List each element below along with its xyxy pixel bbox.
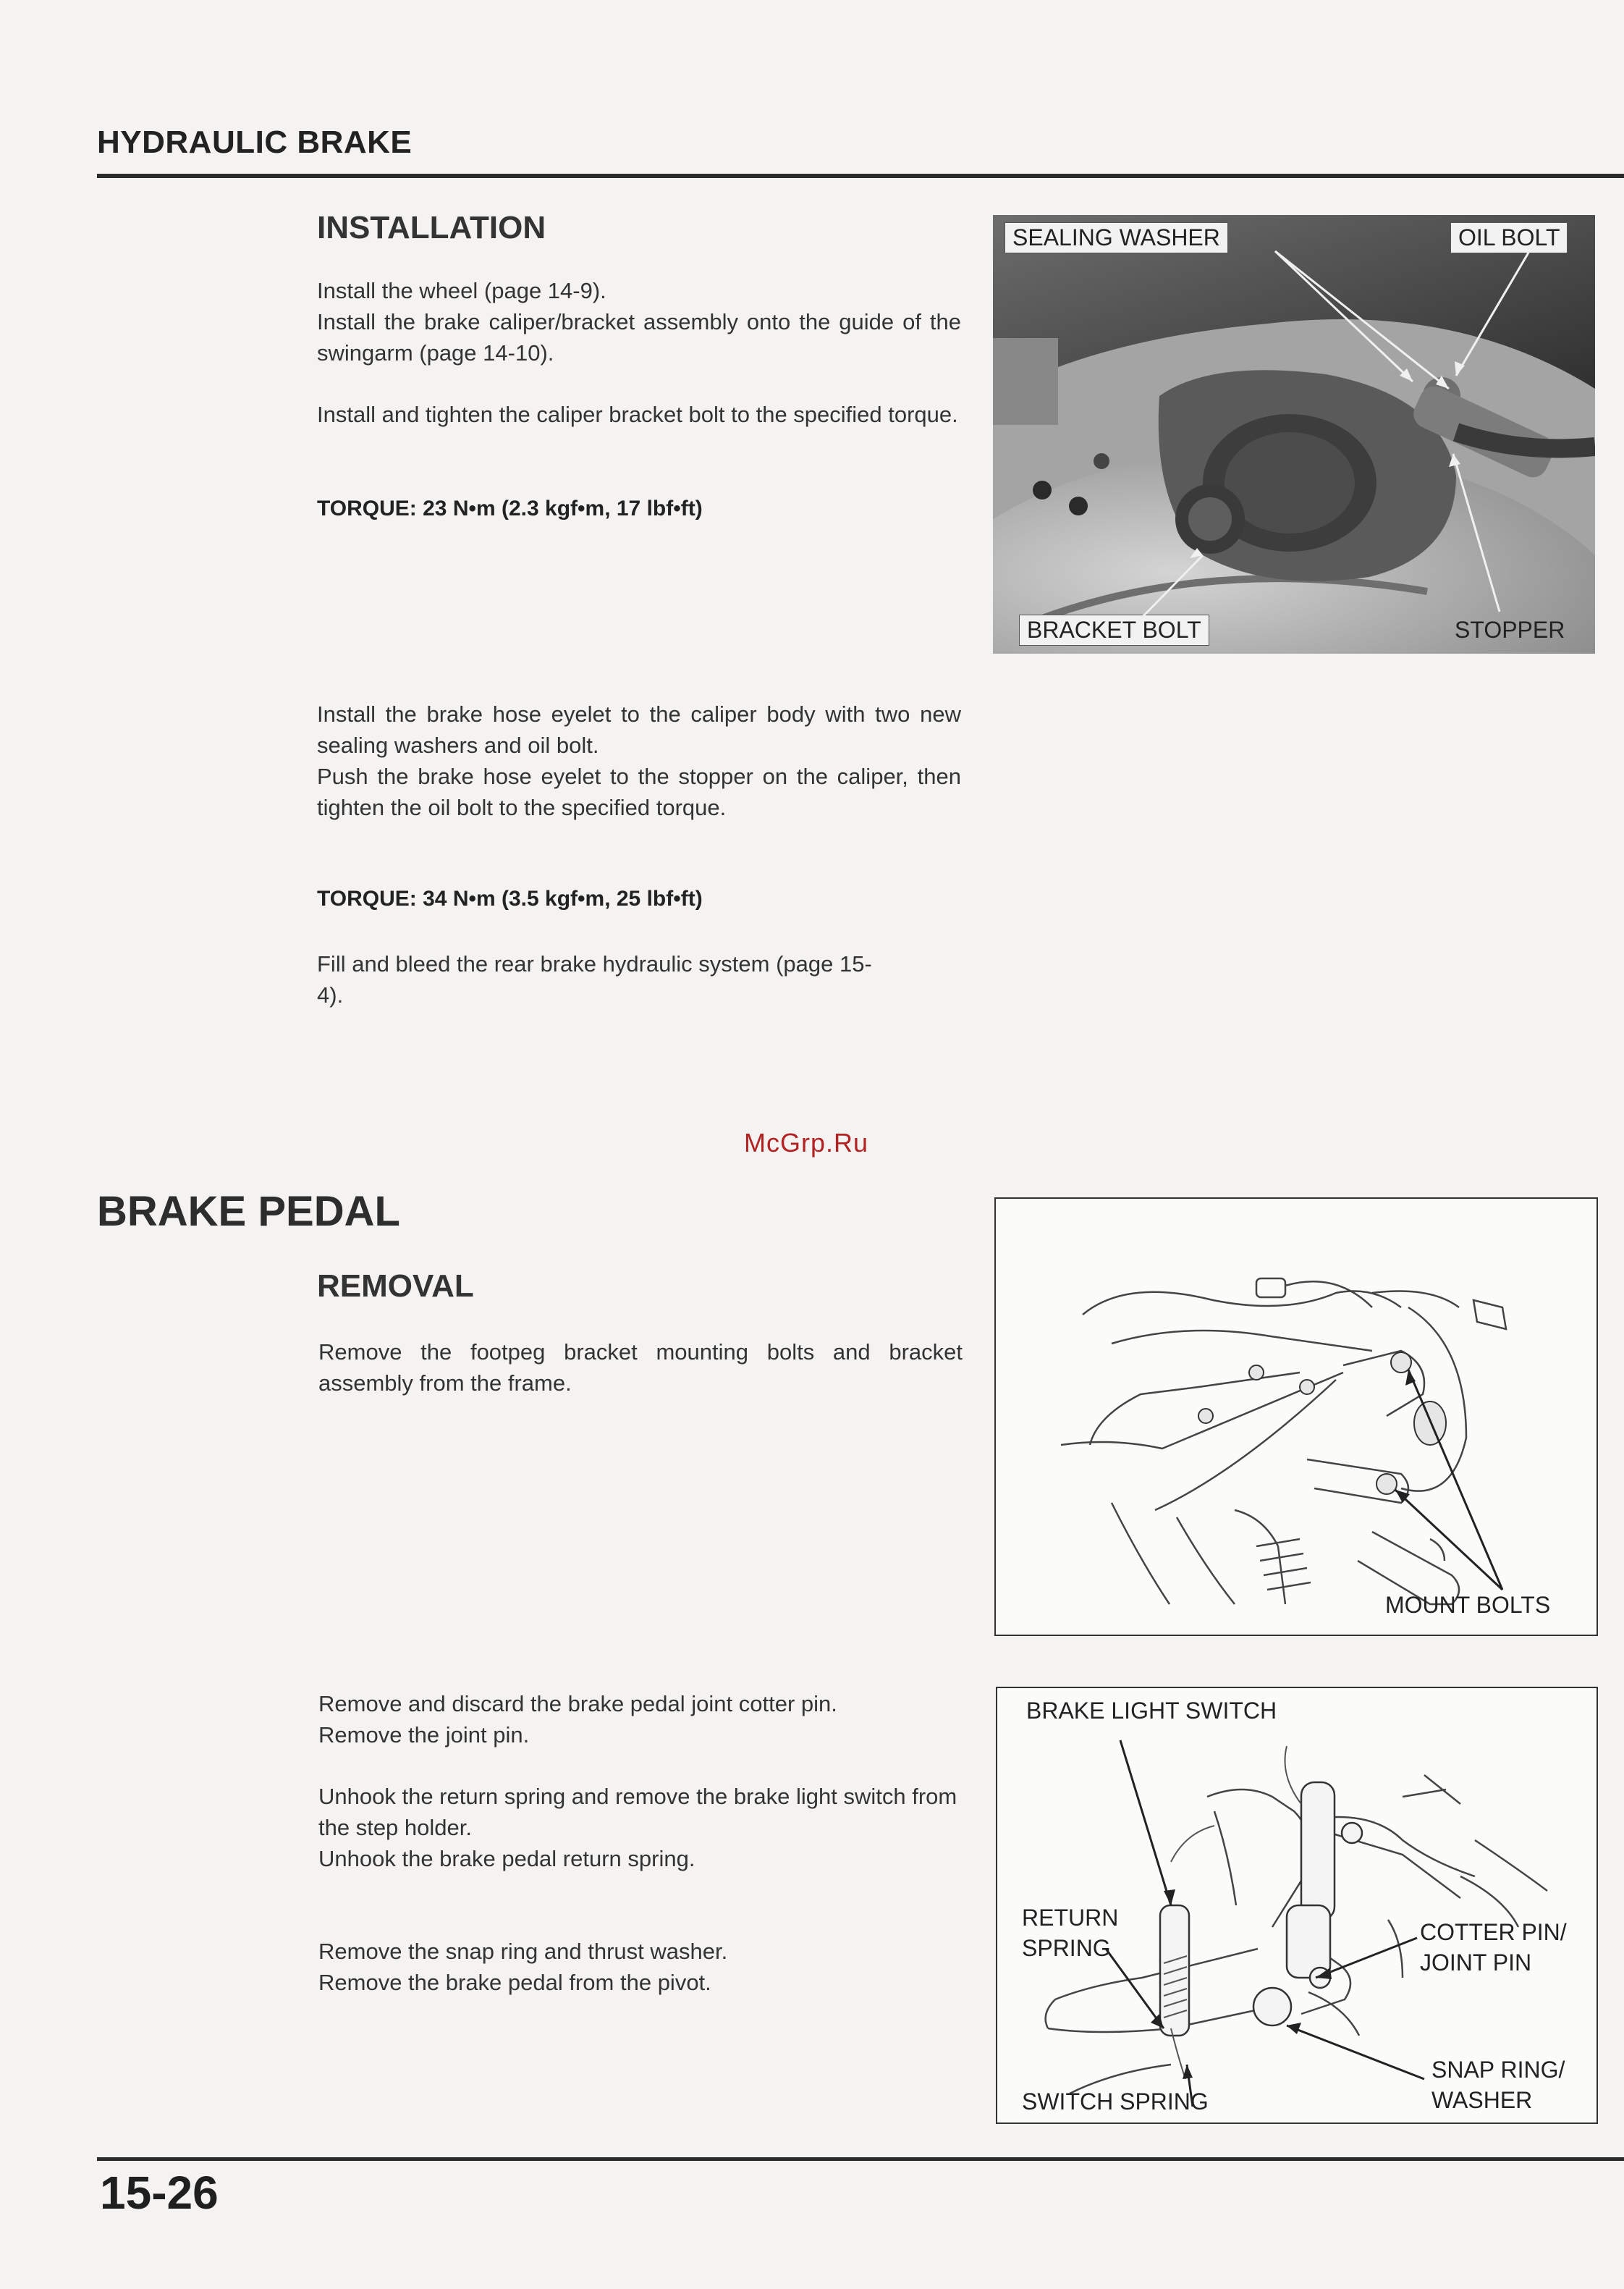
torque-spec-1: TORQUE: 23 N•m (2.3 kgf•m, 17 lbf•ft) [317, 497, 703, 520]
brake-light-switch-label: BRAKE LIGHT SWITCH [1026, 1698, 1277, 1724]
sealing-washer-label: SEALING WASHER [1005, 222, 1228, 253]
text-line: COTTER PIN/ [1420, 1919, 1567, 1945]
header-rule [97, 174, 1624, 178]
brake-pedal-title: BRAKE PEDAL [97, 1188, 400, 1235]
cotter-pin-label [1420, 1917, 1567, 1978]
stopper-label: STOPPER [1455, 617, 1565, 643]
bracket-bolt-label: BRACKET BOLT [1019, 615, 1209, 646]
text-line: Install the wheel (page 14-9). [317, 278, 606, 303]
watermark: McGrp.Ru [744, 1128, 869, 1158]
text-line: Remove the snap ring and thrust washer. [318, 1939, 728, 1964]
text-line: Install the brake caliper/bracket assembly onto the guide of the swingarm (page 14-10). [317, 309, 961, 366]
installation-paragraph-3 [317, 699, 961, 823]
text-line: Unhook the return spring and remove the brake light switch from the step holder. [318, 1784, 957, 1840]
return-spring-label [1022, 1902, 1118, 1963]
installation-paragraph-4: Fill and bleed the rear brake hydraulic system (page 15-4). [317, 951, 872, 1008]
removal-paragraph-4 [318, 1936, 963, 1998]
text-line: Install the brake hose eyelet to the caliper body with two new sealing washers and oil bolt. [317, 701, 961, 758]
footpeg-bracket-figure [994, 1197, 1598, 1636]
text-line: SPRING [1022, 1935, 1111, 1961]
text-line: SNAP RING/ [1431, 2057, 1565, 2083]
caliper-photo [993, 215, 1595, 654]
brake-pedal-figure [996, 1687, 1598, 2124]
installation-paragraph-1 [317, 275, 961, 368]
text-line: JOINT PIN [1420, 1949, 1532, 1976]
text-line: Unhook the brake pedal return spring. [318, 1846, 695, 1871]
text-line: RETURN [1022, 1905, 1119, 1931]
snap-ring-label [1431, 2054, 1565, 2115]
footpeg-bracket-drawing [996, 1199, 1596, 1635]
section-header: HYDRAULIC BRAKE [97, 125, 413, 160]
installation-paragraph-2: Install and tighten the caliper bracket bolt to the specified torque. [317, 402, 958, 427]
text-line: WASHER [1431, 2087, 1533, 2113]
text-line: Remove the joint pin. [318, 1722, 530, 1748]
caliper-callout-leaders [993, 215, 1595, 654]
removal-title: REMOVAL [317, 1268, 474, 1304]
text-line: Remove the brake pedal from the pivot. [318, 1970, 711, 1995]
mount-bolts-label: MOUNT BOLTS [1385, 1592, 1551, 1618]
page-number: 15-26 [100, 2167, 219, 2219]
footer-rule [97, 2157, 1624, 2161]
text-line: Push the brake hose eyelet to the stopper on the caliper, then tighten the oil bolt to the specified torque. [317, 764, 961, 820]
text-line: Remove and discard the brake pedal joint cotter pin. [318, 1691, 837, 1716]
removal-paragraph-3 [318, 1781, 963, 1874]
removal-paragraph-2 [318, 1688, 963, 1750]
switch-spring-label: SWITCH SPRING [1022, 2088, 1209, 2115]
torque-spec-2: TORQUE: 34 N•m (3.5 kgf•m, 25 lbf•ft) [317, 887, 703, 911]
removal-paragraph-1: Remove the footpeg bracket mounting bolts and bracket assembly from the frame. [318, 1339, 963, 1396]
installation-title: INSTALLATION [317, 210, 546, 245]
oil-bolt-label: OIL BOLT [1450, 222, 1568, 253]
